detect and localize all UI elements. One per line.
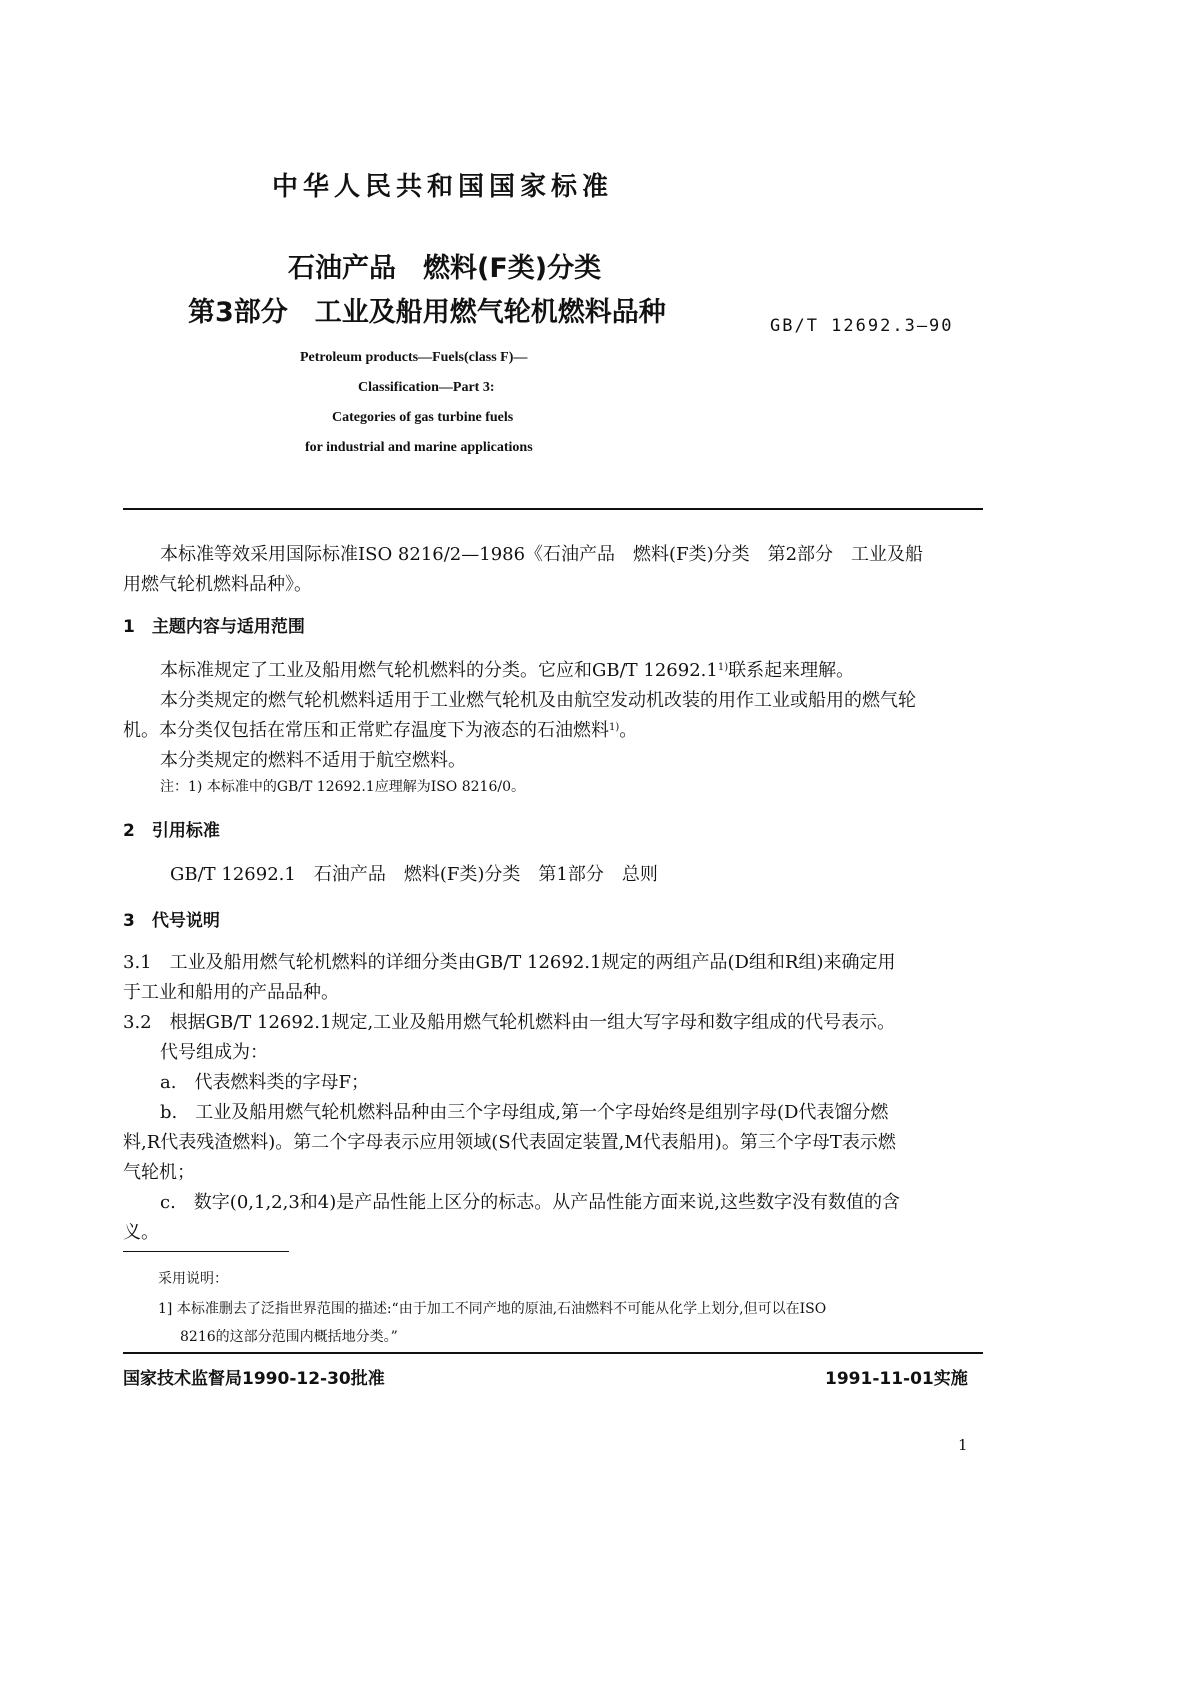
section-1-paragraph-1-text: 本标准规定了工业及船用燃气轮机燃料的分类。它应和GB/T 12692.1 [160,660,718,681]
section-3-2: 3.2 根据GB/T 12692.1规定,工业及船用燃气轮机燃料由一组大写字母和数字组成的代号表示。 [123,1012,896,1033]
footnote-line-2: 8216的这部分范围内概括地分类。” [180,1329,398,1345]
section-3-heading: 3 代号说明 [123,911,220,931]
intro-line-2: 用燃气轮机燃料品种》。 [123,574,312,595]
section-3-1-line-1: 3.1 工业及船用燃气轮机燃料的详细分类由GB/T 12692.1规定的两组产品(D组和R组)来确定用 [123,952,896,973]
section-3-1-line-2: 于工业和船用的产品品种。 [123,982,339,1003]
page-number: 1 [958,1436,968,1454]
section-1-paragraph-2-tail: 。 [619,720,638,741]
list-item-b-line-3: 气轮机； [123,1162,195,1183]
section-1-heading: 1 主题内容与适用范围 [123,617,305,637]
english-title-line-4: for industrial and marine applications [305,440,533,455]
footnote-ref: 1) [609,722,620,733]
english-title-line-2: Classification—Part 3: [358,380,495,395]
approval-date: 国家技术监督局1990-12-30批准 [123,1369,385,1389]
intro-line-1: 本标准等效采用国际标准ISO 8216/2—1986《石油产品 燃料(F类)分类 第2部分 工业及船 [160,544,924,565]
title-line-1: 石油产品 燃料(F类)分类 [288,253,602,284]
list-item-c-line-1: c. 数字(0,1,2,3和4)是产品性能上区分的标志。从产品性能方面来说,这些数字没有数值的含 [160,1192,900,1213]
footnote-line-1: 1] 本标准删去了泛指世界范围的描述:“由于加工不同产地的原油,石油燃料不可能从化学上划分,但可以在ISO [158,1301,827,1317]
header-divider [123,508,983,510]
list-item-b-line-2: 料,R代表残渣燃料)。第二个字母表示应用领域(S代表固定装置,M代表船用)。第三个字母T表示燃 [123,1132,896,1153]
list-item-c-line-2: 义。 [123,1222,159,1243]
english-title-line-3: Categories of gas turbine fuels [332,410,514,425]
section-1-paragraph-3: 本分类规定的燃料不适用于航空燃料。 [160,750,466,771]
list-item-b-line-1: b. 工业及船用燃气轮机燃料品种由三个字母组成,第一个字母始终是组别字母(D代表馏分燃 [160,1102,889,1123]
section-1-paragraph-2-line-2 [123,716,637,742]
footnote-label: 采用说明： [158,1271,228,1287]
section-1-paragraph-1-tail: 联系起来理解。 [728,660,855,681]
footer-divider [123,1352,983,1354]
footnote-ref: 1) [717,662,729,673]
standard-number: GB/T 12692.3—90 [770,316,954,336]
section-1-note: 注：1) 本标准中的GB/T 12692.1应理解为ISO 8216/0。 [160,779,525,795]
national-standard-heading: 中华人民共和国国家标准 [272,172,614,202]
code-intro: 代号组成为： [160,1042,268,1063]
english-title-line-1: Petroleum products—Fuels(class F)— [300,350,528,365]
section-1-paragraph-2-text: 机。本分类仅包括在常压和正常贮存温度下为液态的石油燃料 [123,720,609,741]
title-line-2: 第3部分 工业及船用燃气轮机燃料品种 [188,297,666,328]
section-1-paragraph-2-line-1: 本分类规定的燃气轮机燃料适用于工业燃气轮机及由航空发动机改装的用作工业或船用的燃气轮 [160,690,916,711]
implementation-date: 1991-11-01实施 [825,1369,968,1389]
section-1-paragraph-1 [160,656,854,682]
section-2-heading: 2 引用标准 [123,821,220,841]
section-2-reference: GB/T 12692.1 石油产品 燃料(F类)分类 第1部分 总则 [170,864,658,885]
footnote-divider [123,1251,289,1252]
list-item-a: a. 代表燃料类的字母F； [160,1072,369,1093]
